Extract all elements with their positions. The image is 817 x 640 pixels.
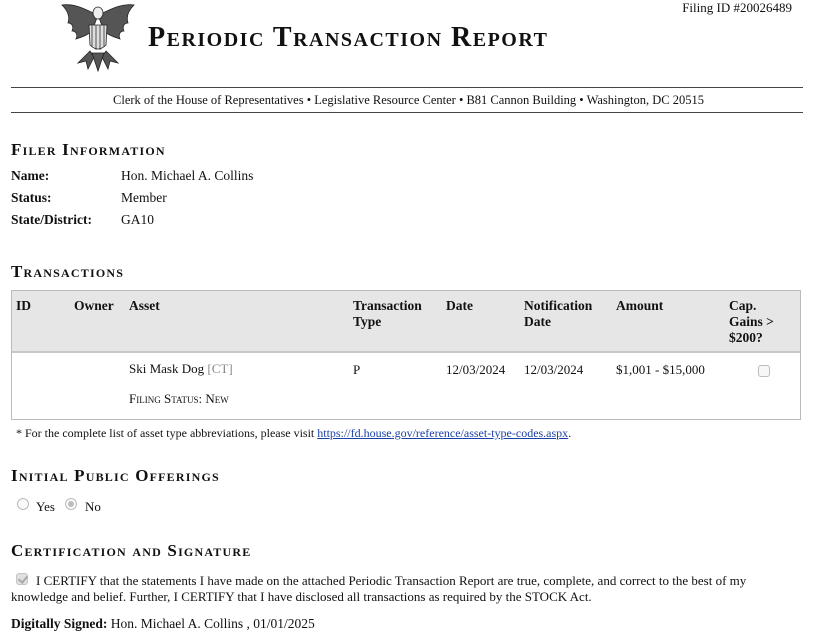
col-owner: Owner xyxy=(74,298,114,313)
col-notification-date-line2: Date xyxy=(524,314,551,329)
filing-status-label: Filing Status: xyxy=(129,391,203,406)
col-cap-gains-line2: Gains > xyxy=(729,314,774,329)
eagle-seal-icon xyxy=(58,1,138,73)
col-date: Date xyxy=(446,298,473,313)
signed-label: Digitally Signed: xyxy=(11,616,108,631)
col-transaction-type-line1: Transaction xyxy=(353,298,422,313)
col-transaction-type xyxy=(353,298,422,330)
asset-type-code: [CT] xyxy=(207,361,233,376)
filing-status-value: New xyxy=(205,391,229,406)
asset-name: Ski Mask Dog xyxy=(129,361,205,376)
row-amount: $1,001 - $15,000 xyxy=(616,362,705,377)
office-address: Clerk of the House of Representatives • Legislative Resource Center • B81 Cannon Building • Washington, DC 20515 xyxy=(113,93,704,107)
ipo-no-label: No xyxy=(85,499,101,514)
row-notification-date: 12/03/2024 xyxy=(524,362,584,377)
state-district-label: State/District: xyxy=(11,212,92,227)
col-amount: Amount xyxy=(616,298,664,313)
col-notification-date-line1: Notification xyxy=(524,298,593,313)
ipo-no-radio[interactable] xyxy=(65,498,77,510)
col-cap-gains xyxy=(729,298,774,346)
filer-information-heading: Filer Information xyxy=(11,140,166,159)
certification-statement: I CERTIFY that the statements I have made on the attached Periodic Transaction Report are true, complete, and correct to the best of my knowledge and belief. Further, I CERTIFY that I have disclosed all transactions as required by the STOCK Act. xyxy=(11,573,747,604)
ipo-yes-radio[interactable] xyxy=(17,498,29,510)
ipo-yes-label: Yes xyxy=(36,499,55,514)
state-district-value: GA10 xyxy=(121,212,154,227)
col-asset: Asset xyxy=(129,298,160,313)
footnote-text: * For the complete list of asset type abbreviations, please visit xyxy=(16,426,315,440)
row-asset xyxy=(129,361,233,377)
col-notification-date xyxy=(524,298,592,330)
signed-value: Hon. Michael A. Collins , 01/01/2025 xyxy=(110,616,315,631)
certification-heading: Certification and Signature xyxy=(11,541,252,560)
col-cap-gains-line3: $200? xyxy=(729,330,763,345)
filing-status xyxy=(129,391,229,407)
col-cap-gains-line1: Cap. xyxy=(729,298,757,313)
filing-id: Filing ID #20026489 xyxy=(682,0,792,15)
asset-type-footnote xyxy=(16,426,571,441)
status-value: Member xyxy=(121,190,167,205)
row-date: 12/03/2024 xyxy=(446,362,506,377)
col-transaction-type-line2: Type xyxy=(353,314,382,329)
asset-type-codes-link[interactable]: https://fd.house.gov/reference/asset-type-codes.aspx xyxy=(317,426,569,440)
report-title: Periodic Transaction Report xyxy=(148,22,549,53)
header-bottom-rule xyxy=(11,112,803,113)
name-label: Name: xyxy=(11,168,50,183)
header-top-rule xyxy=(11,87,803,88)
row-transaction-type: P xyxy=(353,362,361,377)
ipo-heading: Initial Public Offerings xyxy=(11,466,220,485)
transactions-heading: Transactions xyxy=(11,262,125,281)
digital-signature xyxy=(11,616,315,632)
name-value: Hon. Michael A. Collins xyxy=(121,168,254,183)
cap-gains-checkbox[interactable] xyxy=(758,365,770,377)
col-id: ID xyxy=(16,298,32,313)
status-label: Status: xyxy=(11,190,52,205)
footnote-suffix: . xyxy=(568,426,572,440)
